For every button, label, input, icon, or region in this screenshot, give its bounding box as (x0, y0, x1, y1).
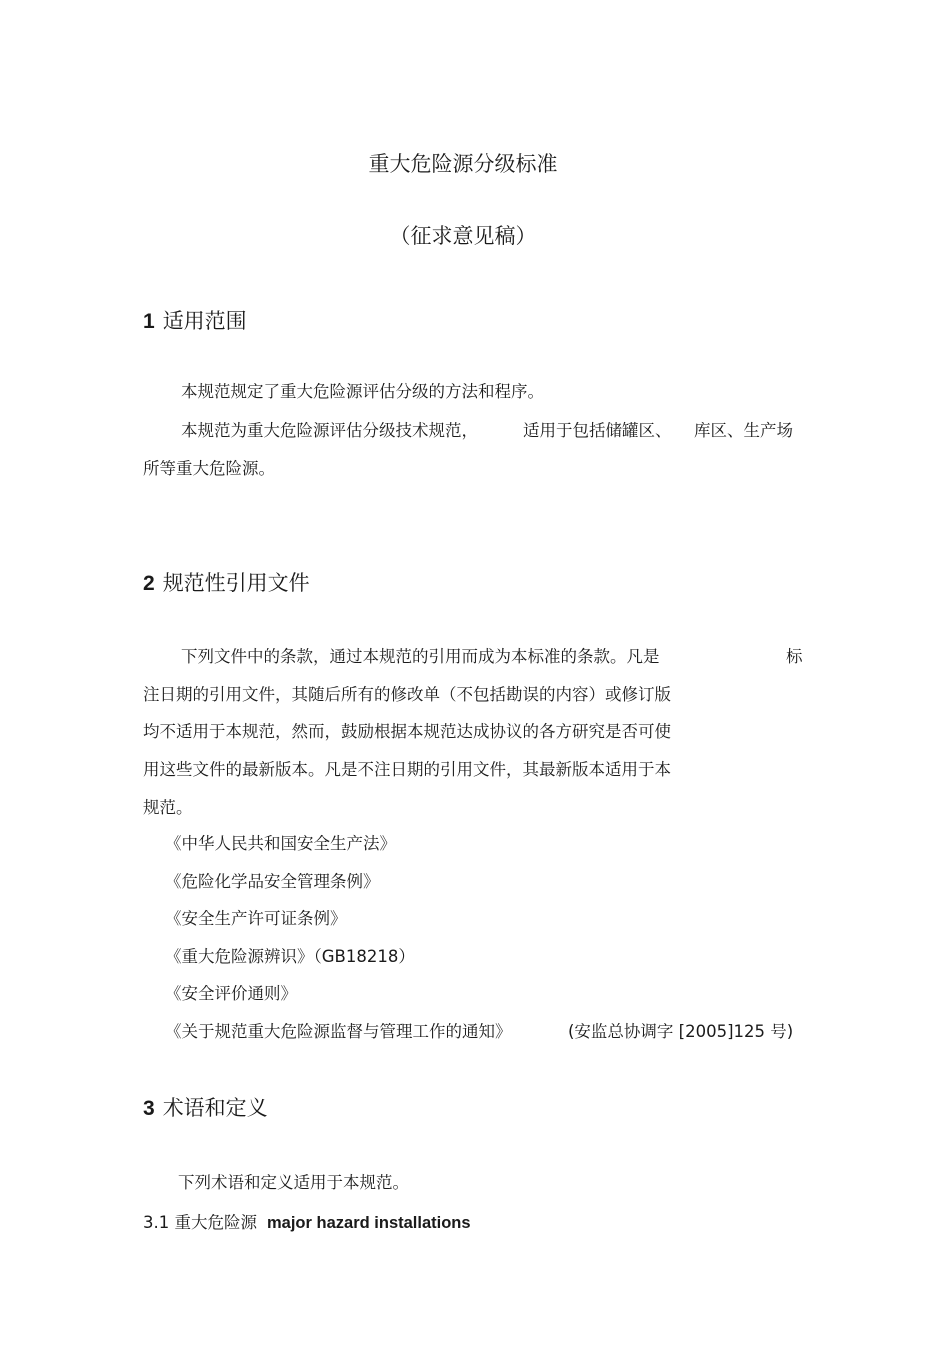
section-title: 术语和定义 (162, 1096, 268, 1120)
paragraph-line: 适用于包括储罐区、 (523, 421, 672, 440)
section-title: 适用范围 (162, 309, 247, 333)
paragraph-line: 本规范为重大危险源评估分级技术规范， (181, 421, 478, 440)
paragraph-line: 均不适用于本规范，然而，鼓励根据本规范达成协议的各方研究是否可使 (143, 722, 671, 741)
section-3-heading (143, 1092, 268, 1122)
reference-item: 《关于规范重大危险源监督与管理工作的通知》 (165, 1022, 512, 1041)
paragraph-line: 规范。 (143, 798, 193, 817)
paragraph-line: 下列文件中的条款，通过本规范的引用而成为本标准的条款。凡是 (181, 647, 660, 666)
paragraph-line: 本规范规定了重大危险源评估分级的方法和程序。 (181, 382, 544, 401)
subsection-english-term: major hazard installations (267, 1214, 471, 1232)
section-title: 规范性引用文件 (162, 571, 310, 595)
reference-item: 《中华人民共和国安全生产法》 (165, 834, 396, 853)
paragraph-line: 标 (786, 647, 803, 666)
document-title: 重大危险源分级标准 (368, 152, 558, 176)
reference-item: 《安全评价通则》 (165, 984, 297, 1003)
section-number: 2 (143, 572, 155, 595)
document-subtitle: （征求意见稿） (389, 224, 537, 248)
reference-note: (安监总协调字 [2005]125 号) (568, 1022, 794, 1041)
reference-item: 《危险化学品安全管理条例》 (165, 872, 380, 891)
paragraph-line: 用这些文件的最新版本。凡是不注日期的引用文件，其最新版本适用于本 (143, 760, 671, 779)
reference-item: 《安全生产许可证条例》 (165, 909, 347, 928)
paragraph-line: 下列术语和定义适用于本规范。 (178, 1173, 409, 1192)
section-2-heading (143, 567, 310, 597)
paragraph-line: 注日期的引用文件，其随后所有的修改单（不包括勘误的内容）或修订版 (143, 685, 671, 704)
paragraph-line: 所等重大危险源。 (143, 459, 275, 478)
section-number: 3 (143, 1097, 155, 1120)
paragraph-line: 库区、生产场 (694, 421, 793, 440)
reference-item: 《重大危险源辨识》（GB18218） (165, 947, 415, 966)
section-number: 1 (143, 310, 155, 333)
subsection-3-1 (143, 1209, 471, 1233)
section-1-heading (143, 305, 247, 335)
subsection-title: 3.1 重大危险源 (143, 1213, 257, 1232)
